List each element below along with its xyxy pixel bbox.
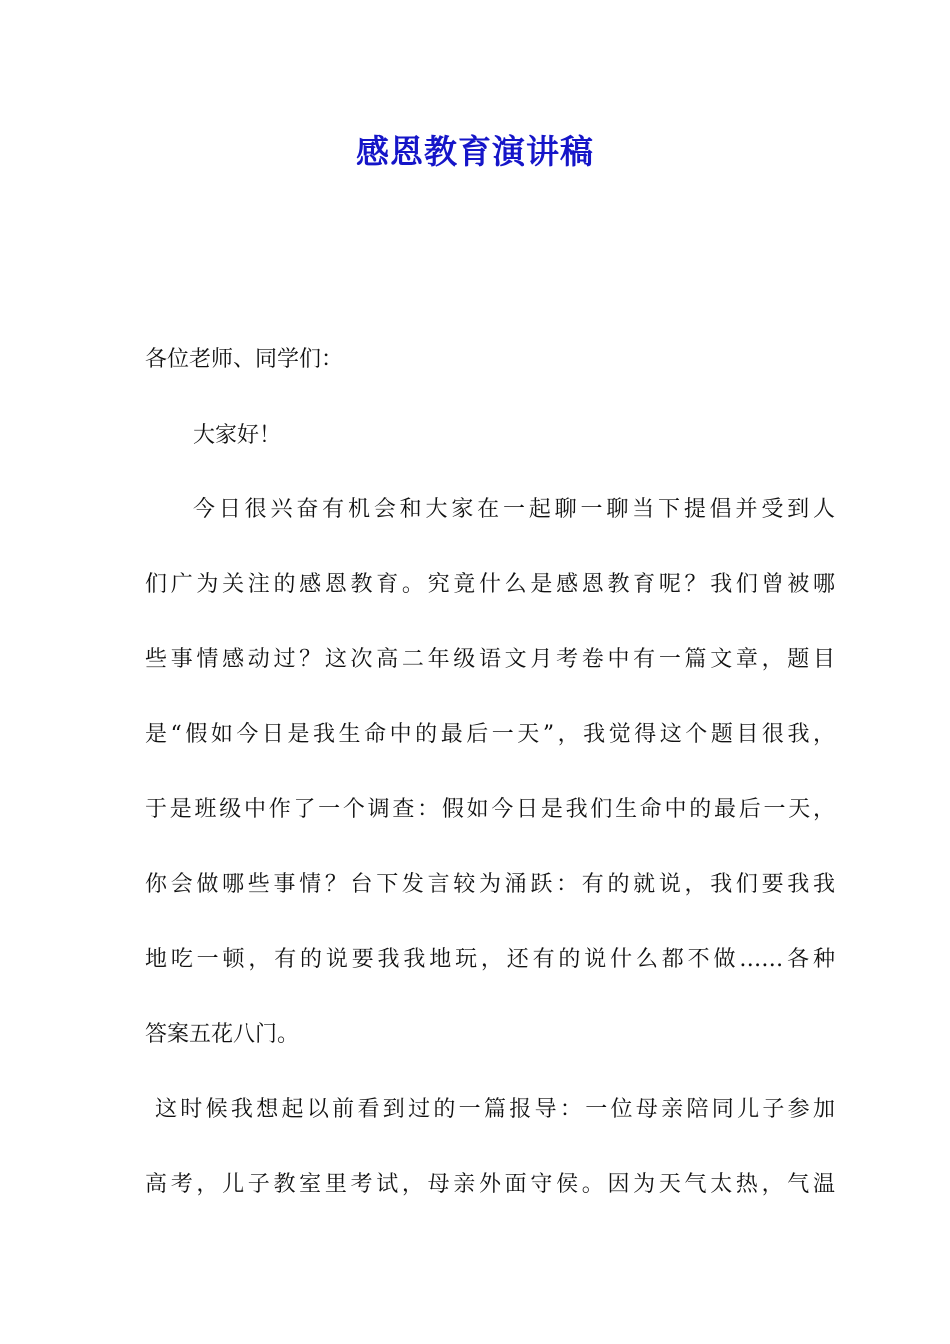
paragraph-line: 于是班级中作了一个调查：假如今日是我们生命中的最后一天， [145, 797, 835, 822]
paragraph-line: 答案五花八门。 [145, 1022, 300, 1047]
paragraph-line: 你会做哪些事情？台下发言较为涌跃：有的就说，我们要我我 [145, 872, 835, 897]
paragraph-line: 今日很兴奋有机会和大家在一起聊一聊当下提倡并受到人 [193, 497, 835, 522]
greeting: 大家好！ [193, 423, 282, 448]
paragraph-line: 是“假如今日是我生命中的最后一天”，我觉得这个题目很我， [145, 722, 835, 747]
document-title: 感恩教育演讲稿 [356, 132, 594, 171]
paragraph-line: 们广为关注的感恩教育。究竟什么是感恩教育呢？我们曾被哪 [145, 572, 835, 597]
paragraph-line: 地吃一顿，有的说要我我地玩，还有的说什么都不做……各种 [145, 947, 835, 972]
paragraph-line: 高考，儿子教室里考试，母亲外面守侯。因为天气太热，气温 [145, 1172, 835, 1197]
paragraph-line: 些事情感动过？这次高二年级语文月考卷中有一篇文章，题目 [145, 647, 835, 672]
salutation: 各位老师、同学们： [145, 347, 344, 372]
paragraph-line: 这时候我想起以前看到过的一篇报导：一位母亲陪同儿子参加 [155, 1097, 835, 1122]
